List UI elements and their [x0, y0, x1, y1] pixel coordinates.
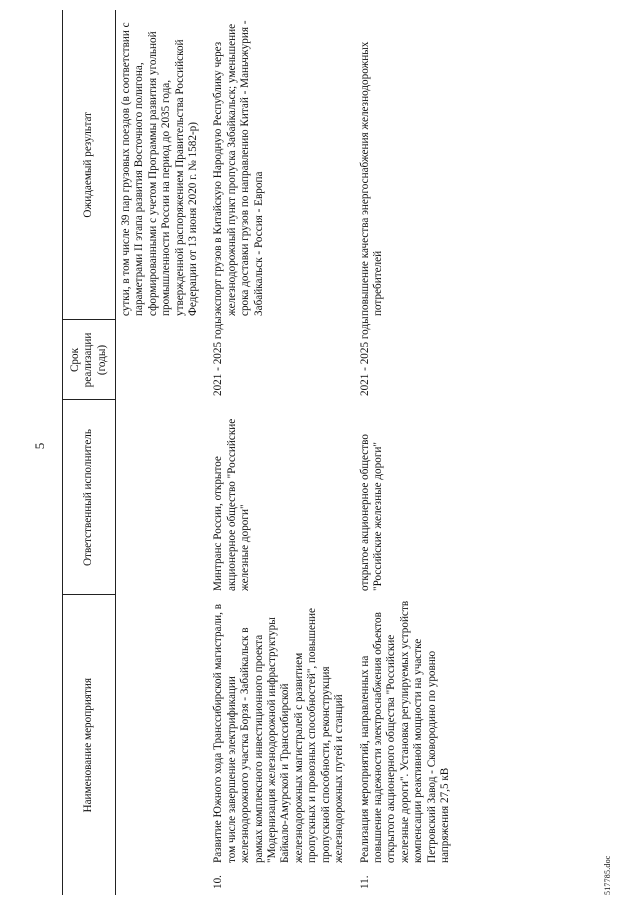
table-row	[208, 10, 354, 895]
measure-name: Реализация мероприятий, направленных на повышение надежности электроснабжения объектов открытого акционерного общества "Российские железные дороги". Установка регулируемых устройств компенсации реактивной мощности на участке Петровский Завод - Сковородино по уровню напряжения 27,5 кВ	[358, 600, 451, 863]
measure-result: повышение качества энергоснабжения железнодорожных потребителей	[358, 41, 384, 316]
header-name: Наименование мероприятия	[63, 595, 116, 895]
measure-term: 2021 - 2025 годы	[358, 316, 371, 396]
row-number: 11.	[358, 875, 371, 889]
row-number: 10.	[212, 875, 225, 889]
measure-executor: Минтранс России, открытое акционерное общество "Российские железные дороги"	[212, 418, 252, 591]
document-code: 517785.doc	[603, 855, 612, 895]
header-executor: Ответственный исполнитель	[63, 400, 116, 595]
header-term: Срок реализации (годы)	[63, 320, 116, 400]
header-result: Ожидаемый результат	[63, 10, 116, 320]
table-header-row	[63, 10, 116, 895]
measures-table	[62, 10, 460, 895]
measure-result: экспорт грузов в Китайскую Народную Республику через железнодорожный пункт пропуска Забайкальск; уменьшение срока доставки грузов по направлению Китай - Маньчжурия - Забайкальск - Россия - Европа	[212, 20, 265, 316]
table-row	[355, 10, 461, 895]
measure-term: 2021 - 2025 годы	[212, 316, 225, 396]
measure-name: Развитие Южного хода Транссибирской магистрали, в том числе завершение электрификации железнодорожного участка Борзя - Забайкальск в рамках комплексного инвестиционного проекта "Модернизация железнодорожной инфраструктуры Байкало-Амурской и Транссибирской железнодорожных магистралей с развитием пропускных и провозных способностей", повышение пропускной способности, реконструкция железнодорожных путей и станций	[212, 603, 346, 863]
page-number: 5	[32, 442, 47, 450]
table-row-continuation	[116, 10, 209, 895]
measure-executor: открытое акционерное общество "Российские железные дороги"	[358, 434, 384, 591]
continuation-result: сутки, в том числе 39 пар грузовых поездов (в соответствии с параметрами II этапа развития Восточного полигона, сформированными с учетом Программы развития угольной промышленности России на период до 2035 года, утвержденной распоряжением Правительства Российской Федерации от 13 июня 2020 г. № 1582-р)	[120, 22, 200, 316]
